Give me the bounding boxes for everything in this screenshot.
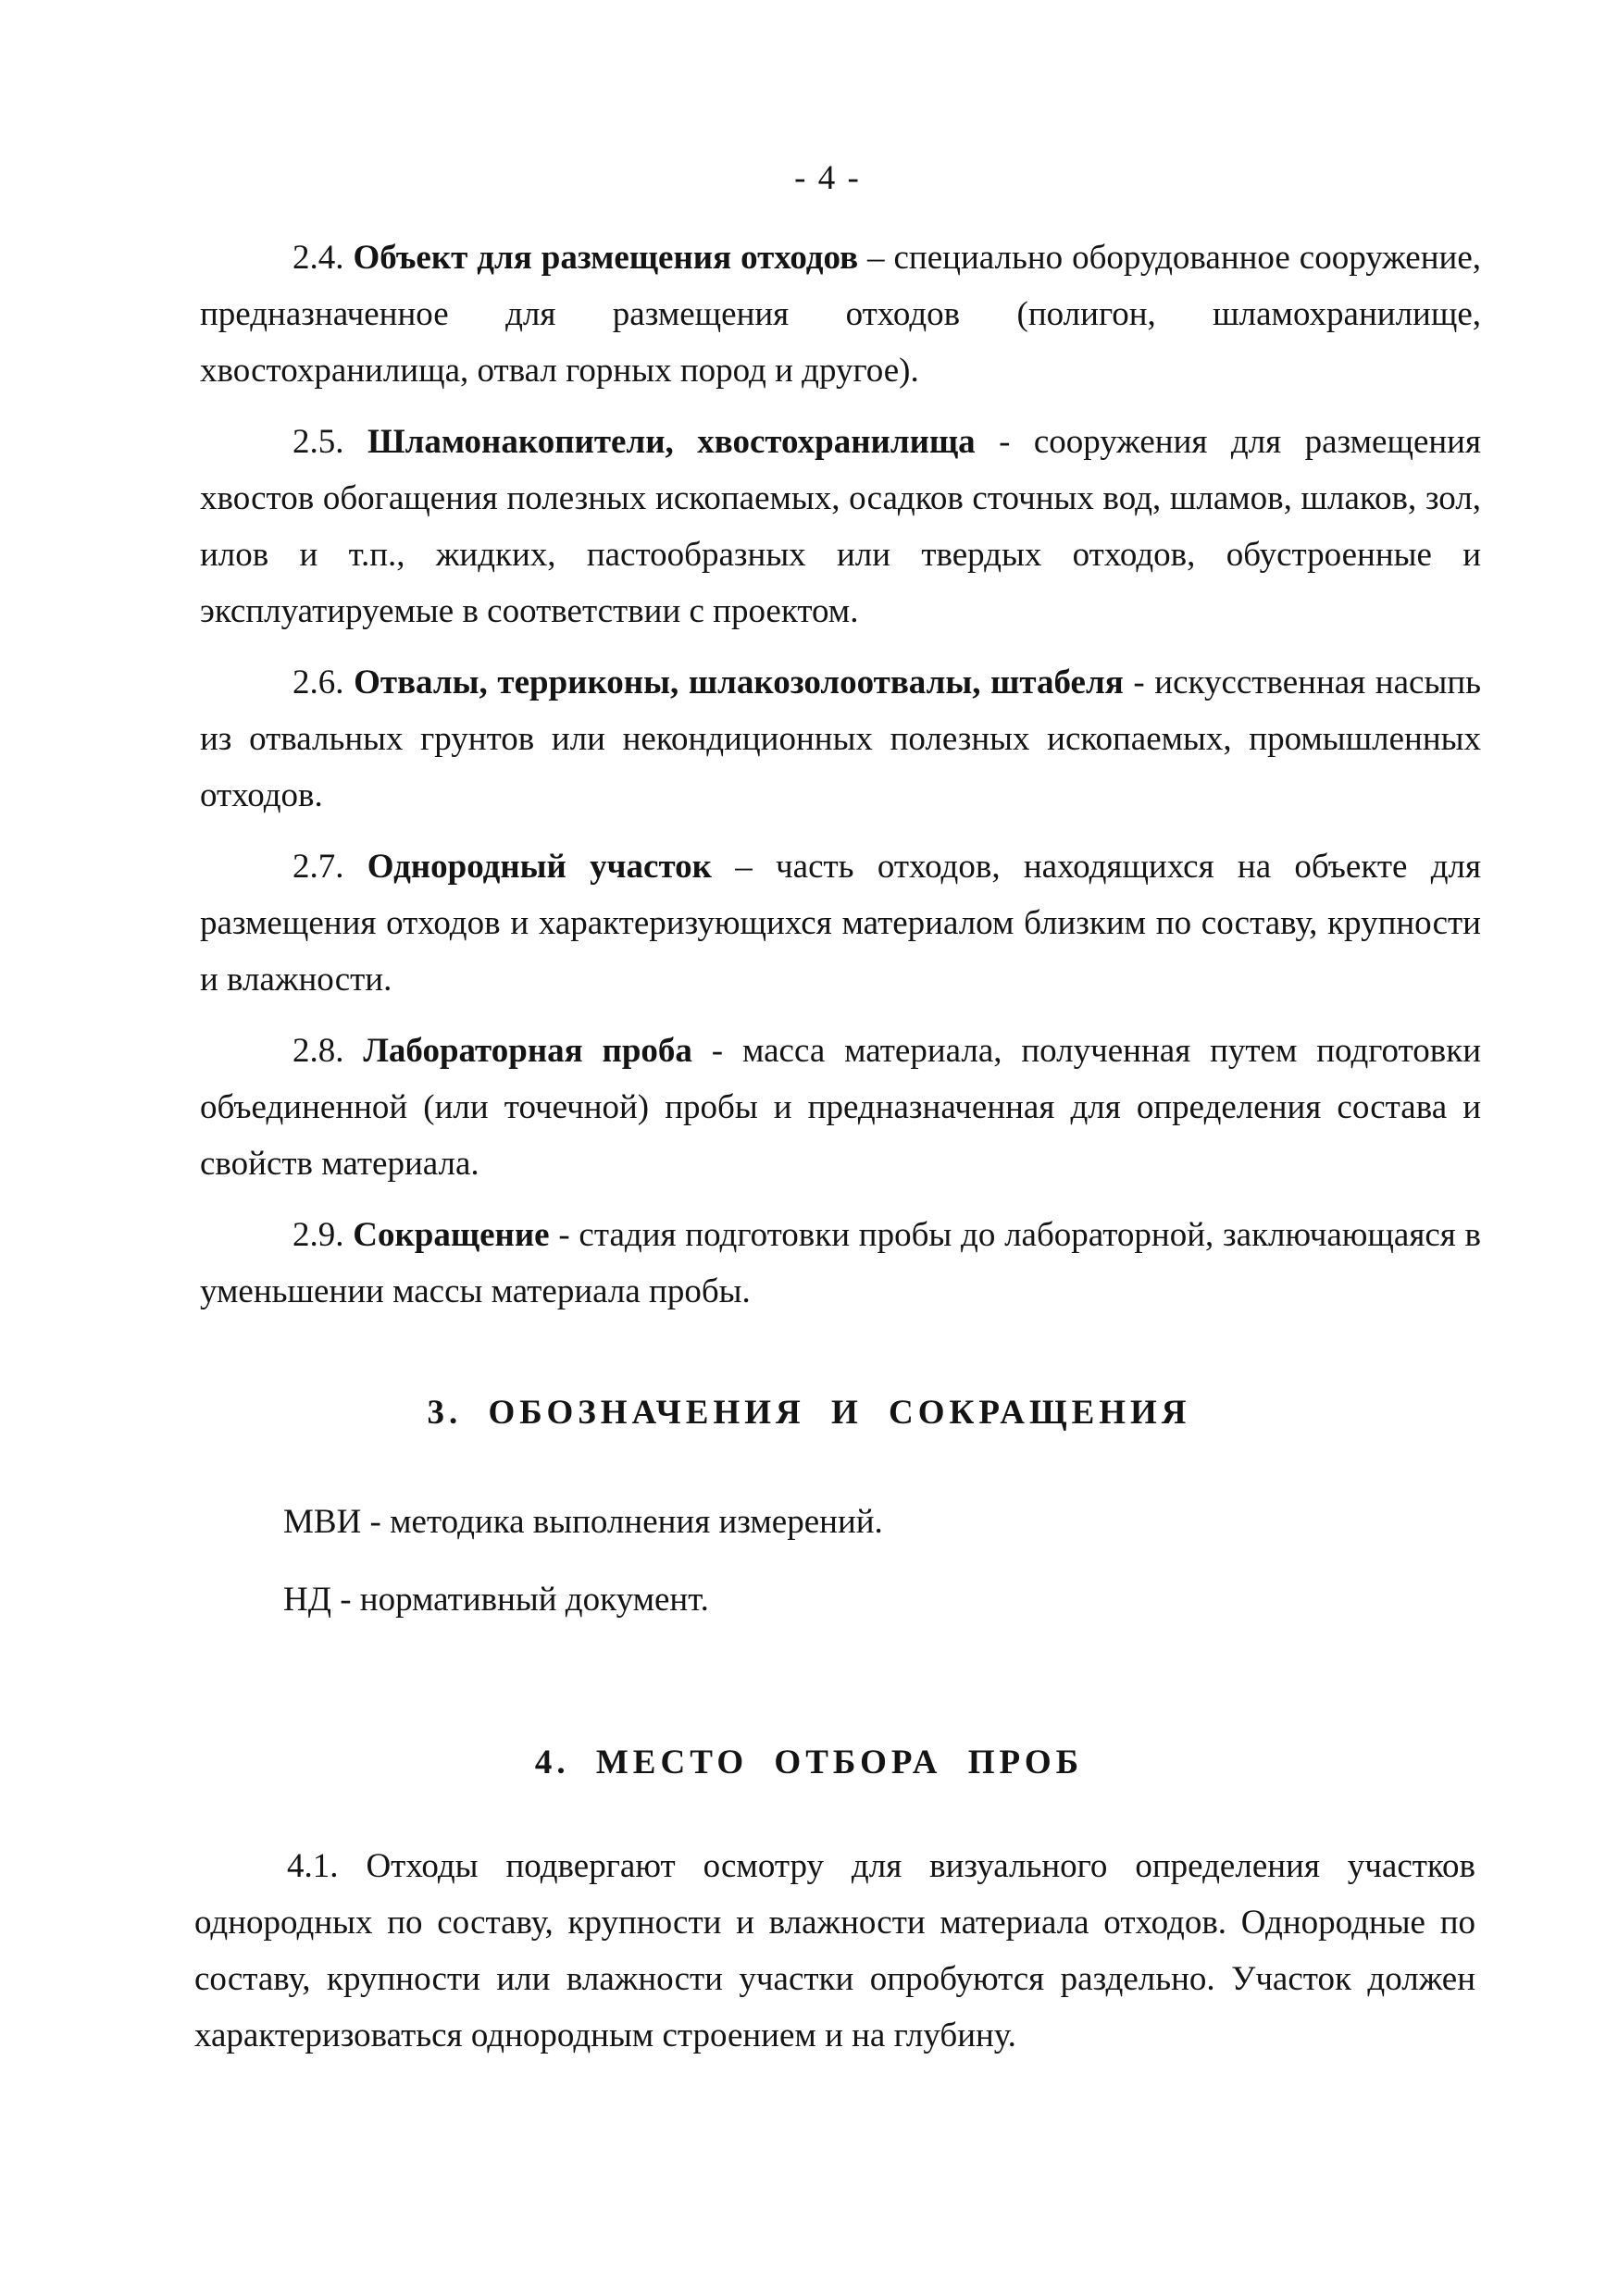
definition-text: - стадия подготовки пробы до лабораторной, заключающаяся в уменьшении массы материала пробы.: [200, 1216, 1481, 1310]
definition-term: Лабораторная проба: [363, 1032, 692, 1070]
definition-text: – специально оборудованное сооружение, предназначенное для размещения отходов (полигон, шламохранилище, хвостохранилища, отвал горных пород и другое).: [200, 239, 1481, 390]
definition-number: 2.8.: [292, 1032, 344, 1070]
definition-2-5: [200, 414, 1481, 639]
definition-number: 2.5.: [292, 423, 344, 461]
definition-term: Отвалы, терриконы, шлакозолоотвалы, штабеля: [354, 664, 1124, 701]
definition-2-7: [200, 838, 1481, 1008]
abbreviation-item: НД - нормативный документ.: [283, 1581, 709, 1619]
definition-2-9: [200, 1207, 1481, 1320]
section-4-body: [194, 1838, 1475, 2079]
definition-text: – часть отходов, находящихся на объекте для размещения отходов и характеризующихся материалом близким по составу, крупности и влажности.: [200, 848, 1482, 999]
definition-term: Однородный участок: [367, 848, 712, 886]
definitions-list: [200, 230, 1481, 1334]
definition-2-4: [200, 230, 1481, 399]
definition-number: 2.6.: [292, 664, 344, 701]
definition-2-8: [200, 1023, 1481, 1192]
definition-term: Сокращение: [353, 1216, 550, 1254]
definition-term: Шламонакопители, хвостохранилища: [367, 423, 976, 461]
section-4-heading: 4. МЕСТО ОТБОРА ПРОБ: [534, 1744, 1084, 1781]
definition-text: - масса материала, полученная путем подготовки объединенной (или точечной) пробы и предназначенная для определения состава и свойств материала.: [200, 1032, 1481, 1183]
definition-term: Объект для размещения отходов: [353, 239, 859, 277]
definition-number: 2.4.: [292, 239, 344, 277]
section-3-heading: 3. ОБОЗНАЧЕНИЯ И СОКРАЩЕНИЯ: [427, 1394, 1191, 1432]
abbreviations-list: [283, 1499, 1394, 1655]
definition-2-6: [200, 654, 1481, 824]
page-number: - 4 -: [794, 159, 861, 197]
abbreviation-item: МВИ - методика выполнения измерений.: [283, 1503, 883, 1541]
definition-text: - искусственная насыпь из отвальных грунтов или некондиционных полезных ископаемых, промышленных отходов.: [200, 664, 1481, 814]
definition-number: 2.9.: [292, 1216, 344, 1254]
definition-number: 2.7.: [292, 848, 344, 886]
definition-text: - сооружения для размещения хвостов обогащения полезных ископаемых, осадков сточных вод, шламов, шлаков, зол, илов и т.п., жидких, пастообразных или твердых отходов, обустроенные и эксплуатируемые в соответствии с проектом.: [200, 423, 1482, 630]
paragraph-4-1: 4.1. Отходы подвергают осмотру для визуального определения участков однородных по составу, крупности и влажности материала отходов. Однородные по составу, крупности или влажности участки опробуются раздельно. Участок должен характеризоваться однородным строением и на глубину.: [194, 1847, 1475, 2054]
